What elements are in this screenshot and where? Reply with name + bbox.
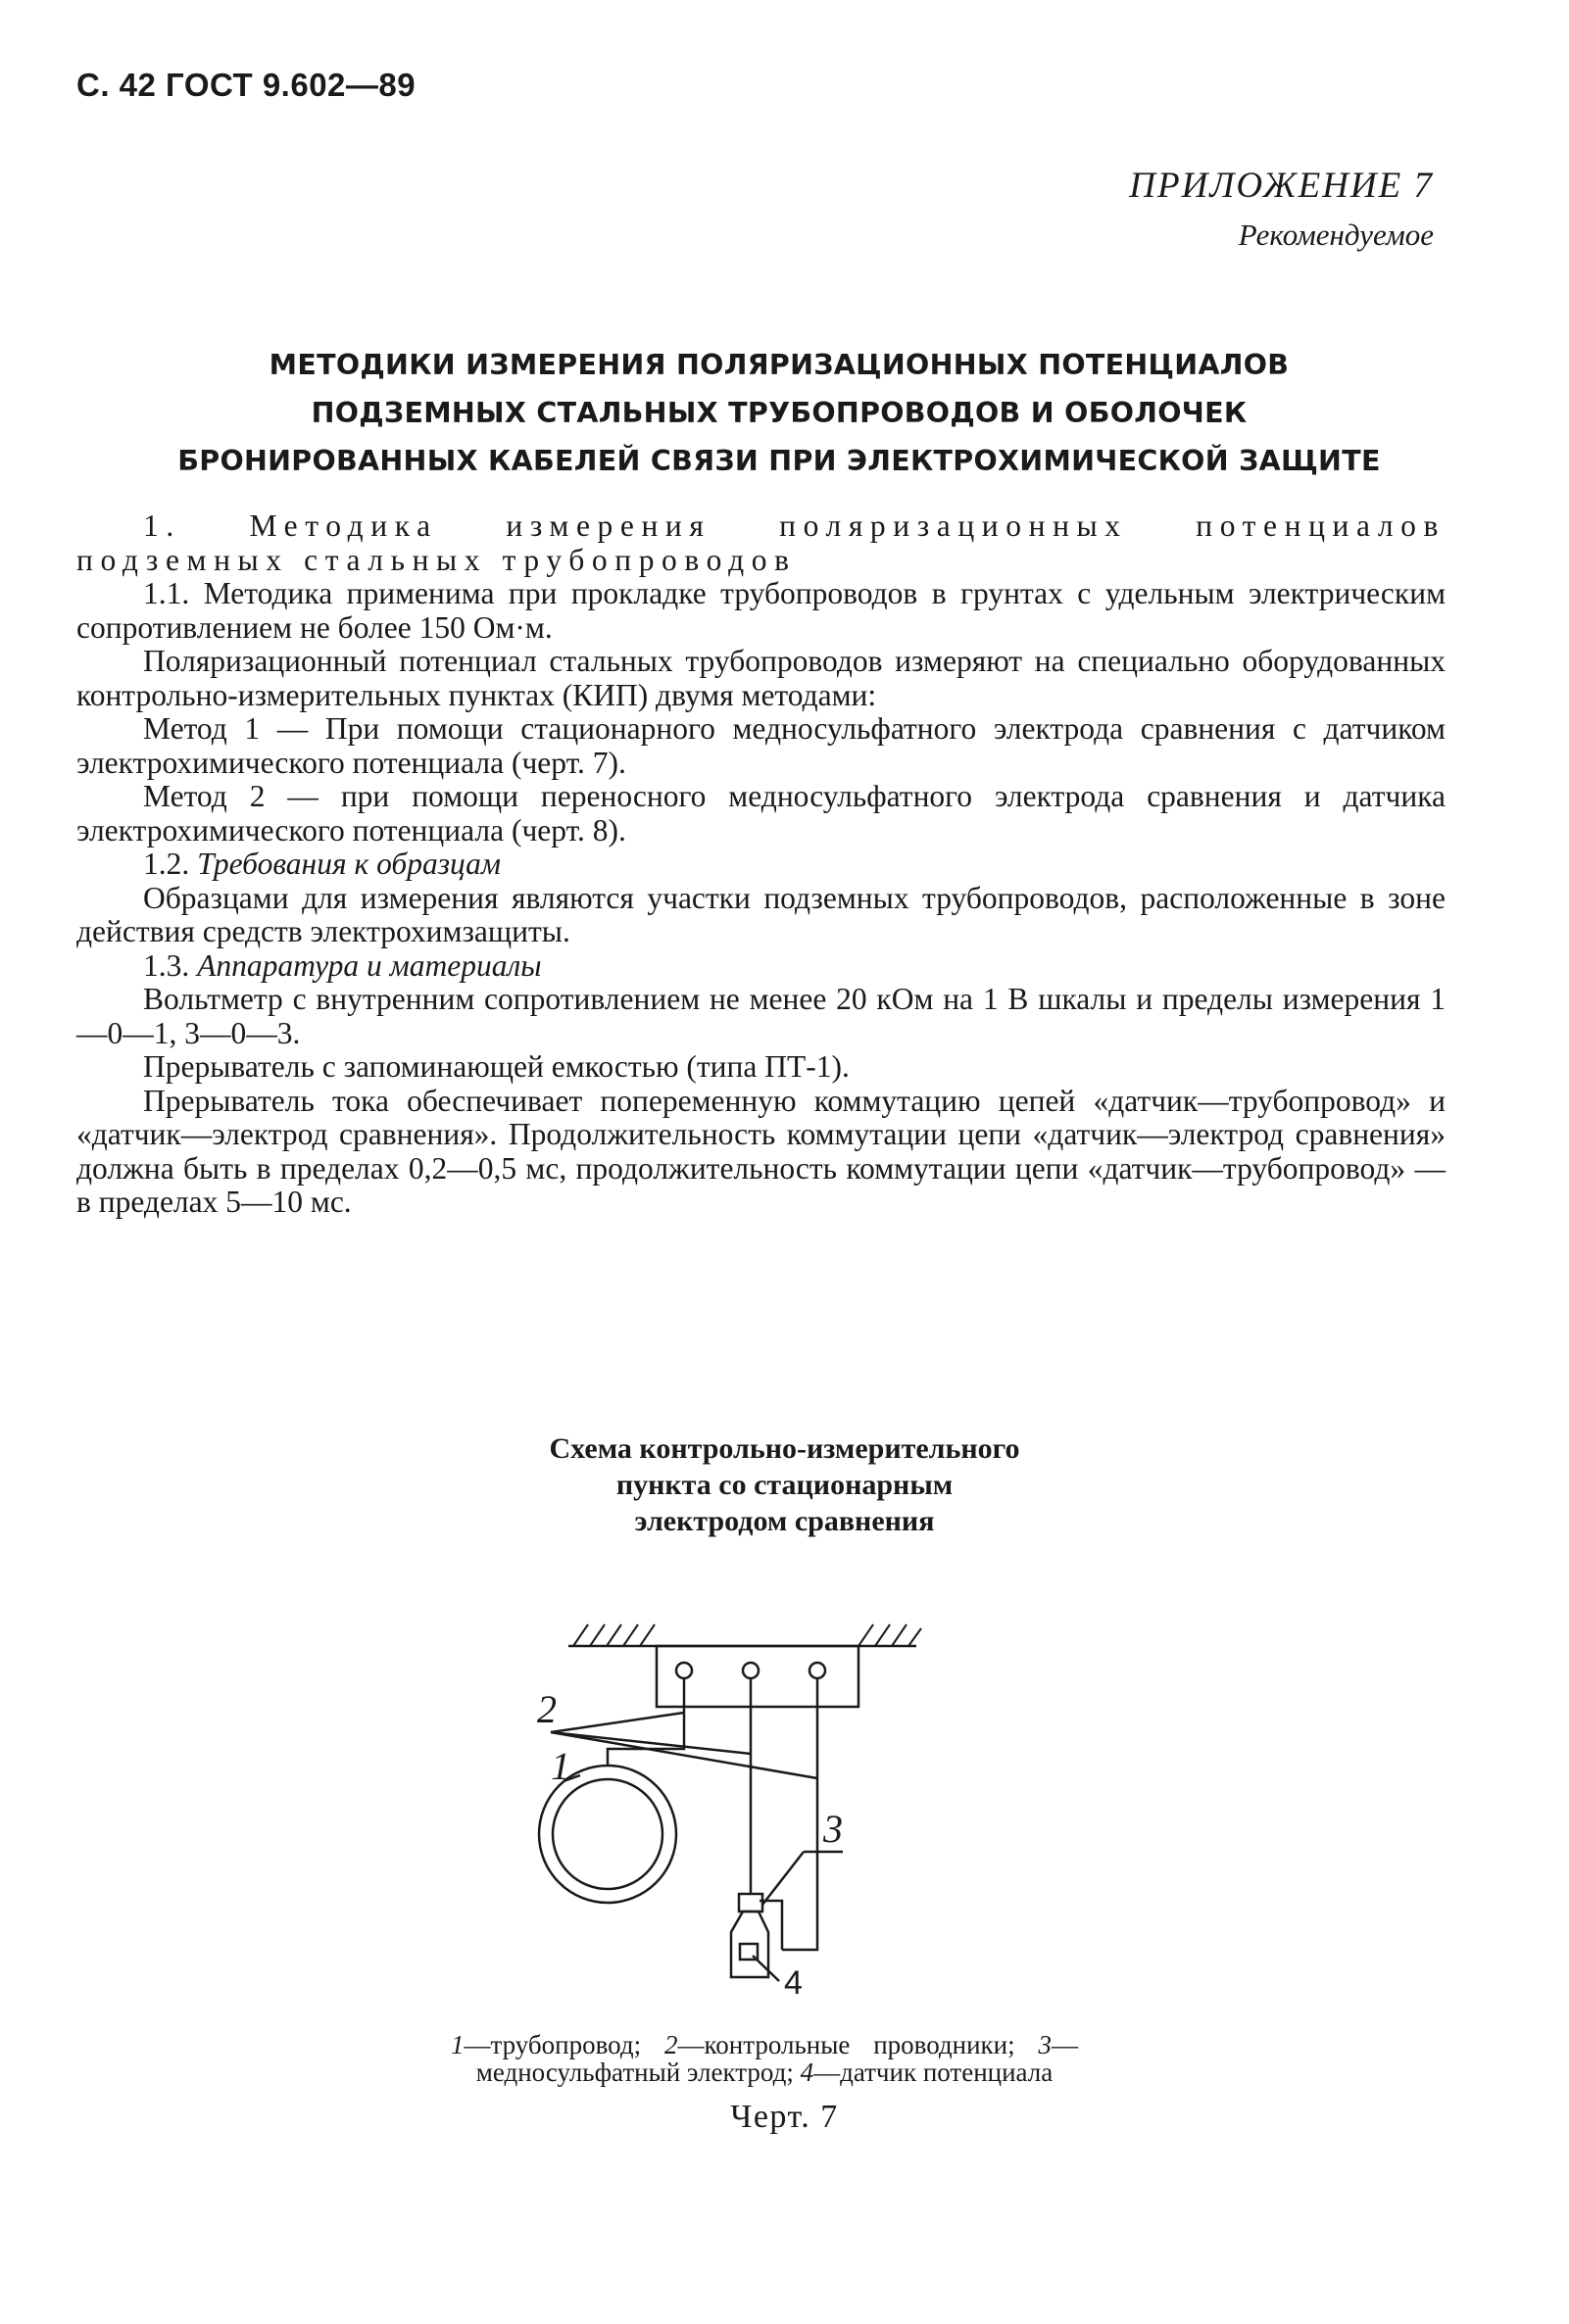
subsection-number: 1.3. bbox=[143, 947, 190, 983]
section-1-heading: 1. Методика измерения поляризационных потенциалов подземных стальных трубопроводов bbox=[76, 508, 1446, 577]
label-4: 4 bbox=[784, 1964, 803, 2002]
terminal-1 bbox=[676, 1663, 692, 1678]
label-3: 3 bbox=[823, 1807, 843, 1851]
paragraph-interrupter: Прерыватель с запоминающей емкостью (типа ПТ-1). bbox=[143, 1049, 850, 1084]
paragraph-voltmeter: Вольтметр с внутренним сопротивлением не менее 20 кОм на 1 В шкалы и пределы измерения 1—0—1, 3—0—3. bbox=[76, 982, 1446, 1050]
appendix-label bbox=[1129, 162, 1434, 260]
title-line: МЕТОДИКИ ИЗМЕРЕНИЯ ПОЛЯРИЗАЦИОННЫХ ПОТЕНЦИАЛОВ bbox=[269, 349, 1290, 381]
measurement-point-diagram bbox=[510, 1617, 1000, 2009]
terminal-3 bbox=[809, 1663, 825, 1678]
terminal-2 bbox=[743, 1663, 759, 1678]
paragraph-1-1-methods: Поляризационный потенциал стальных трубопроводов измеряют на специально оборудованных контрольно-измерительных пунктах (КИП) двумя методами: bbox=[76, 644, 1446, 712]
label-2: 2 bbox=[537, 1687, 557, 1731]
wire-electrode bbox=[782, 1678, 817, 1950]
ground-hatching bbox=[573, 1624, 921, 1646]
running-head: С. 42 ГОСТ 9.602—89 bbox=[76, 67, 417, 103]
legend-number: 2 bbox=[664, 2030, 678, 2059]
method-1: Метод 1 — При помощи стационарного медносульфатного электрода сравнения с датчиком электрохимического потенциала (черт. 7). bbox=[76, 711, 1446, 780]
appendix-title: ПРИЛОЖЕНИЕ 7 bbox=[1129, 166, 1434, 206]
paragraph-1-1: 1.1. Методика применима при прокладке трубопроводов в грунтах с удельным электрическим сопротивлением не более 150 Ом·м. bbox=[76, 576, 1446, 645]
appendix-status: Рекомендуемое bbox=[1238, 218, 1434, 252]
legend-text: —датчик потенциала bbox=[813, 2058, 1054, 2087]
title-line: БРОНИРОВАННЫХ КАБЕЛЕЙ СВЯЗИ ПРИ ЭЛЕКТРОХИМИЧЕСКОЙ ЗАЩИТЕ bbox=[177, 445, 1381, 477]
figure-legend bbox=[451, 2031, 1078, 2086]
paragraph-current-interrupter: Прерыватель тока обеспечивает попеременную коммутацию цепей «датчик—трубопровод» и «датчик—электрод сравнения». Продолжительность коммутации цепи «датчик—электрод сравнения» должна быть в пределах 0,2—0,5 мс, продолжительность коммутации цепи «датчик—трубопровод» — в пределах 5—10 мс. bbox=[76, 1083, 1446, 1219]
subsection-title: Аппаратура и материалы bbox=[197, 947, 542, 983]
legend-text: —контрольные проводники; bbox=[677, 2030, 1039, 2059]
document-title bbox=[98, 341, 1460, 485]
legend-number: 1 bbox=[451, 2030, 465, 2059]
figure-title-line: Схема контрольно-измерительного bbox=[549, 1432, 1020, 1465]
subsection-title: Требования к образцам bbox=[197, 847, 502, 881]
pipeline-inner bbox=[553, 1779, 662, 1889]
subsection-number: 1.2. bbox=[143, 847, 190, 881]
leader-2-a bbox=[551, 1713, 684, 1732]
leader-3-a bbox=[762, 1852, 804, 1905]
method-2: Метод 2 — при помощи переносного медносульфатного электрода сравнения и датчика электрохимического потенциала (черт. 8). bbox=[76, 779, 1446, 847]
title-line: ПОДЗЕМНЫХ СТАЛЬНЫХ ТРУБОПРОВОДОВ И ОБОЛОЧЕК bbox=[311, 397, 1248, 429]
figure-title-line: пункта со стационарным bbox=[615, 1469, 954, 1501]
legend-text: —трубопровод; bbox=[464, 2030, 664, 2059]
legend-text: —медносульфатный электрод; bbox=[475, 2030, 1078, 2087]
label-1: 1 bbox=[551, 1744, 570, 1788]
body-text bbox=[76, 509, 1446, 1220]
figure-title bbox=[0, 1430, 1569, 1539]
electrode-cap bbox=[739, 1894, 762, 1912]
subsection-1-2-heading bbox=[76, 847, 1446, 882]
legend-number: 4 bbox=[800, 2058, 814, 2087]
subsection-1-3-heading bbox=[76, 949, 1446, 984]
figure-number: Черт. 7 bbox=[730, 2099, 839, 2135]
paragraph-1-2: Образцами для измерения являются участки подземных трубопроводов, расположенные в зоне действия средств электрохимзащиты. bbox=[76, 880, 1446, 948]
figure-title-line: электродом сравнения bbox=[634, 1505, 935, 1537]
legend-number: 3 bbox=[1038, 2030, 1052, 2059]
